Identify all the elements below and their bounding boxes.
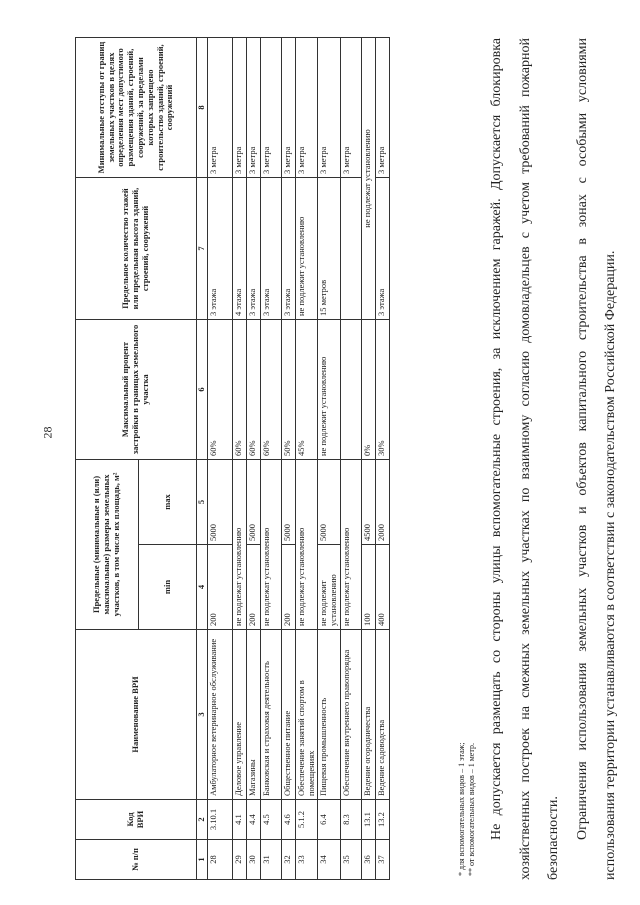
min-size-cell: не подлежит установлению: [318, 545, 341, 630]
code-cell: 5.1.2: [295, 800, 318, 840]
header-percent: Максимальный процент застройки в границах земельного участка: [76, 320, 197, 460]
max-size-cell: 5000: [318, 460, 341, 545]
max-size-cell: 5000: [246, 460, 260, 545]
table-row: [232, 38, 246, 880]
code-cell: 4.1: [232, 800, 246, 840]
row-number-cell: 32: [281, 840, 295, 880]
header-max: max: [139, 460, 197, 545]
setback-cell: 3 метра: [232, 38, 246, 178]
col-number: 3: [197, 630, 208, 800]
col-number: 8: [197, 38, 208, 178]
code-cell: 4.4: [246, 800, 260, 840]
header-floors: Предельное количество этажей или предельная высота зданий, строений, сооружений: [76, 178, 197, 320]
page-number: 28: [40, 426, 55, 439]
max-size-cell: 5000: [207, 460, 232, 545]
min-size-cell: 200: [281, 545, 295, 630]
table-row: [340, 38, 361, 880]
setback-cell: 3 метра: [318, 38, 341, 178]
floors-cell: 3 этажа: [375, 178, 389, 320]
setback-cell: 3 метра: [375, 38, 389, 178]
min-size-cell: 200: [246, 545, 260, 630]
percent-cell: 45%: [295, 320, 318, 460]
header-num: № п/п: [76, 840, 197, 880]
max-size-cell: 2000: [375, 460, 389, 545]
code-cell: 8.3: [340, 800, 361, 840]
max-size-cell: 4500: [361, 460, 375, 545]
row-number-cell: 30: [246, 840, 260, 880]
row-number-cell: 31: [260, 840, 281, 880]
row-number-cell: 28: [207, 840, 232, 880]
zoning-parameters-table: [75, 37, 390, 880]
size-merged-cell: не подлежат установлению: [340, 460, 361, 630]
code-cell: 13.2: [375, 800, 389, 840]
table-row: [375, 38, 389, 880]
table-footnotes: [457, 743, 477, 876]
header-code: Код ВРИ: [76, 800, 197, 840]
column-numbers-row: [197, 38, 208, 880]
name-cell: Обеспечение занятий спортом в помещениях: [295, 630, 318, 800]
floors-cell: 4 этажа: [232, 178, 246, 320]
table-row: [295, 38, 318, 880]
col-number: 4: [197, 545, 208, 630]
code-cell: 6.4: [318, 800, 341, 840]
footnote: * для вспомогательных видов – 1 этаж;: [457, 742, 466, 876]
header-name: Наименование ВРИ: [76, 630, 197, 800]
percent-cell: 60%: [246, 320, 260, 460]
name-cell: Ведение огородничества: [361, 630, 375, 800]
table-row: [361, 38, 375, 880]
floors-setback-merged-cell: не подлежат установлению: [361, 38, 375, 320]
setback-cell: 3 метра: [246, 38, 260, 178]
name-cell: Общественное питание: [281, 630, 295, 800]
setback-cell: 3 метра: [207, 38, 232, 178]
name-cell: Ведение садоводства: [375, 630, 389, 800]
row-number-cell: 37: [375, 840, 389, 880]
name-cell: Пищевая промышленность: [318, 630, 341, 800]
setback-cell: 3 метра: [340, 38, 361, 178]
min-size-cell: 200: [207, 545, 232, 630]
header-size-group: Предельные (минимальные и (или) максимальные) размеры земельных участков, в том числе их площадь, м²: [76, 460, 139, 630]
row-number-cell: 34: [318, 840, 341, 880]
header-setback: Минимальные отступы от границ земельных участков в целях определения мест допустимого размещения зданий, строений, сооружений, за пределами которых запрещено строительство зданий, строений, сооружений: [76, 38, 197, 178]
floors-cell: не подлежит установлению: [295, 178, 318, 320]
percent-cell: 0%: [361, 320, 375, 460]
code-cell: 4.5: [260, 800, 281, 840]
paragraph: Ограничения использования земельных участков и объектов капитального строительства в зонах с особыми условиями использования территории устанавливаются в соответствии с законодательством Российской Федерации.: [574, 38, 618, 880]
table-row: [281, 38, 295, 880]
floors-cell: 3 этажа: [246, 178, 260, 320]
floors-cell: 3 этажа: [260, 178, 281, 320]
name-cell: Амбулаторное ветеринарное обслуживание: [207, 630, 232, 800]
name-cell: Обеспечение внутреннего правопорядка: [340, 630, 361, 800]
size-merged-cell: не подлежат установлению: [260, 460, 281, 630]
table-row: [207, 38, 232, 880]
row-number-cell: 36: [361, 840, 375, 880]
code-cell: 4.6: [281, 800, 295, 840]
col-number: 5: [197, 460, 208, 545]
paragraph: Не допускается размещать со стороны улицы вспомогательные строения, за исключением гаражей. Допускается блокировка хозяйственных построек на смежных земельных участках по взаимному согласию домовладельцев с учетом требований пожарной безопасности.: [489, 38, 561, 880]
max-size-cell: 5000: [281, 460, 295, 545]
footnote: ** от вспомогательных видов – 1 метр.: [467, 743, 476, 876]
setback-cell: 3 метра: [281, 38, 295, 178]
size-merged-cell: не подлежат установлению: [295, 460, 318, 630]
rotated-page-content: [75, 38, 635, 880]
name-cell: Деловое управление: [232, 630, 246, 800]
setback-cell: 3 метра: [295, 38, 318, 178]
min-size-cell: 400: [375, 545, 389, 630]
header-min: min: [139, 545, 197, 630]
body-text: [483, 38, 626, 880]
row-number-cell: 29: [232, 840, 246, 880]
row-number-cell: 33: [295, 840, 318, 880]
col-number: 2: [197, 800, 208, 840]
setback-cell: 3 метра: [260, 38, 281, 178]
table-body: [197, 38, 390, 880]
table-row: [246, 38, 260, 880]
col-number: 7: [197, 178, 208, 320]
table-row: [260, 38, 281, 880]
table-row: [318, 38, 341, 880]
size-merged-cell: не подлежат установлению: [232, 460, 246, 630]
code-cell: 3.10.1: [207, 800, 232, 840]
col-number: 1: [197, 840, 208, 880]
name-cell: Магазины: [246, 630, 260, 800]
min-size-cell: 100: [361, 545, 375, 630]
percent-cell: 60%: [260, 320, 281, 460]
table-header-row: [76, 38, 139, 880]
percent-cell: 60%: [207, 320, 232, 460]
empty-cell: [340, 178, 361, 320]
col-number: 6: [197, 320, 208, 460]
floors-cell: 3 этажа: [207, 178, 232, 320]
floors-cell: 15 метров: [318, 178, 341, 320]
name-cell: Банковская и страховая деятельность: [260, 630, 281, 800]
percent-cell: 50%: [281, 320, 295, 460]
empty-cell: [340, 320, 361, 460]
code-cell: 13.1: [361, 800, 375, 840]
percent-cell: не подлежит установлению: [318, 320, 341, 460]
floors-cell: 3 этажа: [281, 178, 295, 320]
percent-cell: 30%: [375, 320, 389, 460]
percent-cell: 60%: [232, 320, 246, 460]
row-number-cell: 35: [340, 840, 361, 880]
